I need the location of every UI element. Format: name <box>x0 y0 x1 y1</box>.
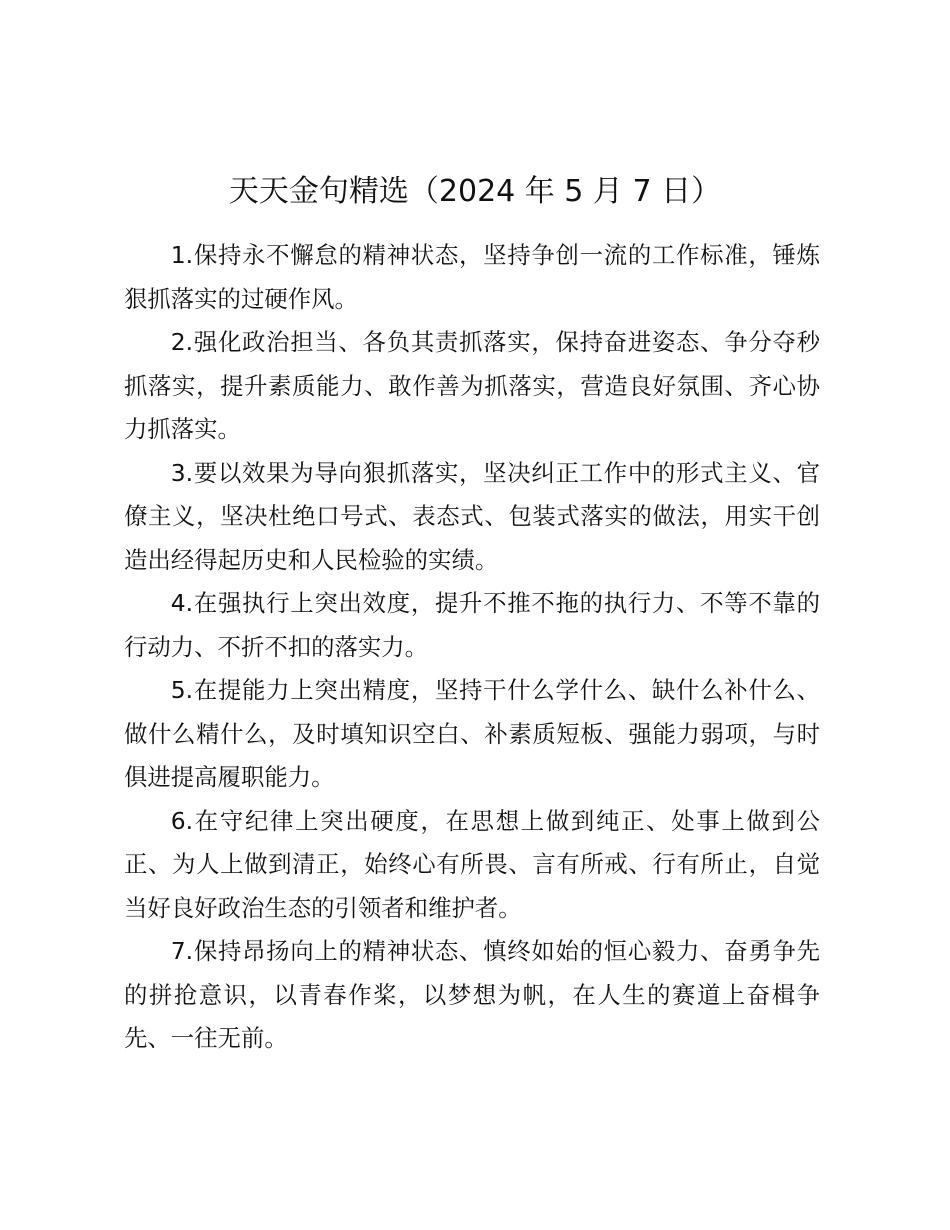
paragraph-6: 6.在守纪律上突出硬度，在思想上做到纯正、处事上做到公正、为人上做到清正，始终心有所畏、言有所戒、行有所止，自觉当好良好政治生态的引领者和维护者。 <box>124 806 820 922</box>
paragraph-2: 2.强化政治担当、各负其责抓落实，保持奋进姿态、争分夺秒抓落实，提升素质能力、敢作善为抓落实，营造良好氛围、齐心协力抓落实。 <box>124 328 820 443</box>
document-body <box>124 234 820 1061</box>
paragraph-1: 1.保持永不懈怠的精神状态，坚持争创一流的工作标准，锤炼狠抓落实的过硬作风。 <box>124 241 820 313</box>
paragraph-5: 5.在提能力上突出精度，坚持干什么学什么、缺什么补什么、做什么精什么，及时填知识空白、补素质短板、强能力弱项，与时俱进提高履职能力。 <box>124 676 820 791</box>
paragraph-7: 7.保持昂扬向上的精神状态、慎终如始的恒心毅力、奋勇争先的拼抢意识，以青春作桨，以梦想为帆，在人生的赛道上奋楫争先、一往无前。 <box>124 937 820 1052</box>
document-title: 天天金句精选（2024 年 5 月 7 日） <box>228 174 722 209</box>
paragraph-4: 4.在强执行上突出效度，提升不推不拖的执行力、不等不靠的行动力、不折不扣的落实力。 <box>124 589 820 661</box>
paragraph-3: 3.要以效果为导向狠抓落实，坚决纠正工作中的形式主义、官僚主义，坚决杜绝口号式、表态式、包装式落实的做法，用实干创造出经得起历史和人民检验的实绩。 <box>124 458 820 574</box>
